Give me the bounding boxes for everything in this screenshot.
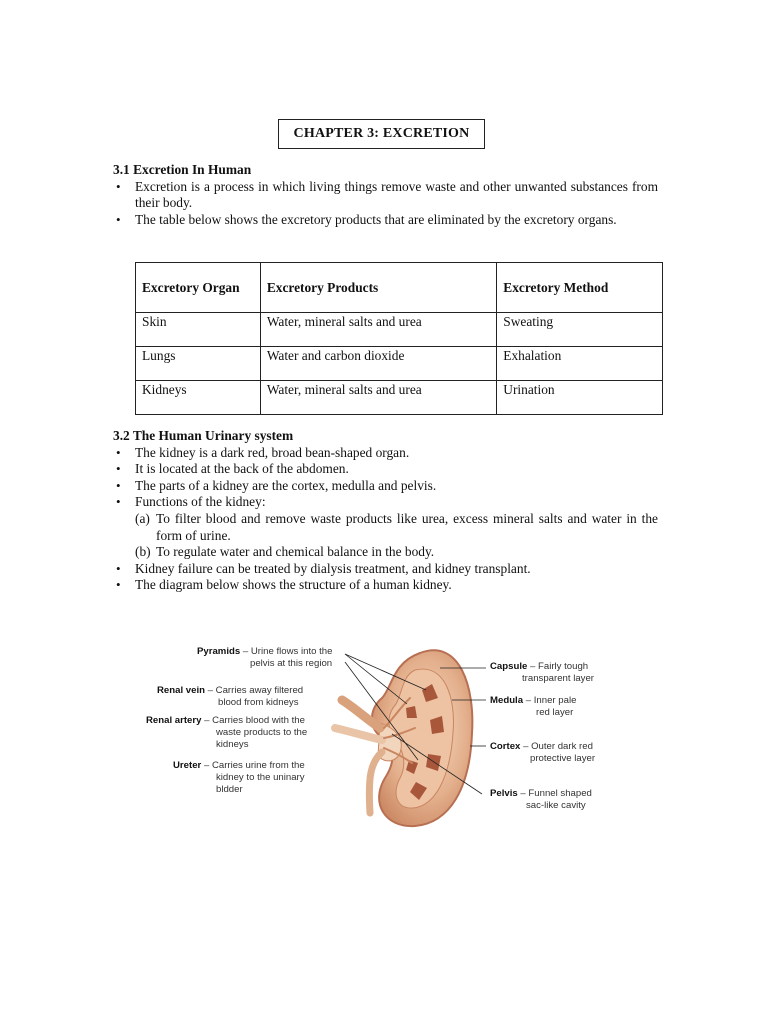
label-desc: blood from kidneys [218,697,299,708]
label-desc: – Inner pale [525,695,577,706]
table-cell: Water, mineral salts and urea [260,313,496,347]
svg-text:Pyramids – Urine flows into th [197,646,332,657]
label-desc: – Fairly tough [530,661,589,672]
sub-item [113,511,658,544]
table-cell: Water, mineral salts and urea [260,381,496,415]
bullet-item: • The diagram below shows the structure of a human kidney. [113,577,658,594]
chapter-title: CHAPTER 3: EXCRETION [278,119,485,149]
table-row [136,381,663,415]
bullet-item: • Functions of the kidney: [113,494,658,511]
label-desc: protective layer [530,753,596,764]
sub-item-text: To regulate water and chemical balance in the body. [156,544,435,560]
label-desc: kidneys [216,739,249,750]
svg-text:Pelvis – Funnel shaped [490,788,592,799]
table-cell: Water and carbon dioxide [260,347,496,381]
label-term: Pyramids [197,646,241,657]
table-row [136,313,663,347]
svg-text:Renal vein – Carries away filt [157,685,303,696]
label-desc: red layer [536,707,574,718]
label-desc: transparent layer [522,673,594,684]
bullet-item: • The table below shows the excretory products that are eliminated by the excretory organs. [113,212,658,229]
label-term: Ureter [173,760,202,771]
label-term: Renal artery [146,715,202,726]
label-term: Renal vein [157,685,205,696]
sub-item-marker: (b) [135,544,151,560]
label-desc: – Carries away filtered [207,685,304,696]
sub-item [113,544,658,561]
label-desc: – Carries blood with the [204,715,305,726]
label-desc: sac-like cavity [526,800,586,811]
svg-text:Medula – Inner pale [490,695,576,706]
table-header-row [136,263,663,313]
label-term: Capsule [490,661,528,672]
bullet-list [113,561,658,594]
right-labels [490,661,596,811]
label-term: Medula [490,695,524,706]
table-cell: Exhalation [497,347,663,381]
bullet-list [113,445,658,511]
section-urinary-system [113,428,658,594]
table-cell: Lungs [136,347,261,381]
svg-text:Capsule – Fairly tough [490,661,588,672]
kidney-diagram-svg [130,628,658,843]
column-header: Excretory Organ [136,263,261,313]
section-heading: 3.2 The Human Urinary system [113,428,294,443]
sub-item-text: To filter blood and remove waste products like urea, excess mineral salts and water in the form of urine. [156,510,658,543]
svg-text:Cortex – Outer dark red [490,741,593,752]
table-cell: Urination [497,381,663,415]
kidney-functions-list [113,511,658,561]
label-term: Cortex [490,741,521,752]
table-cell: Skin [136,313,261,347]
table-cell: Sweating [497,313,663,347]
label-desc: pelvis at this region [250,658,333,669]
table-row [136,347,663,381]
bullet-item: • It is located at the back of the abdomen. [113,461,658,478]
label-desc: – Outer dark red [523,741,593,752]
column-header: Excretory Products [260,263,496,313]
left-labels [146,646,332,795]
label-desc: waste products to the [216,727,308,738]
bullet-list [113,179,658,229]
table-cell: Kidneys [136,381,261,415]
label-desc: kidney to the uninary [216,772,305,783]
bullet-item: • The kidney is a dark red, broad bean-shaped organ. [113,445,658,462]
section-excretion-in-human [113,162,658,228]
label-desc: – Urine flows into the [242,646,333,657]
label-term: Pelvis [490,788,518,799]
bullet-item: • Excretion is a process in which living things remove waste and other unwanted substances from their body. [113,179,658,212]
label-desc: bldder [216,784,243,795]
kidney-diagram [130,628,658,843]
bullet-item: • The parts of a kidney are the cortex, medulla and pelvis. [113,478,658,495]
bullet-item: • Kidney failure can be treated by dialysis treatment, and kidney transplant. [113,561,658,578]
svg-text:Ureter – Carries urine from th [173,760,305,771]
section-heading: 3.1 Excretion In Human [113,162,252,177]
label-desc: – Carries urine from the [203,760,305,771]
svg-text:Renal artery – Carries blood w [146,715,305,726]
label-desc: – Funnel shaped [520,788,592,799]
sub-item-marker: (a) [135,510,150,526]
excretory-table [135,262,663,415]
column-header: Excretory Method [497,263,663,313]
